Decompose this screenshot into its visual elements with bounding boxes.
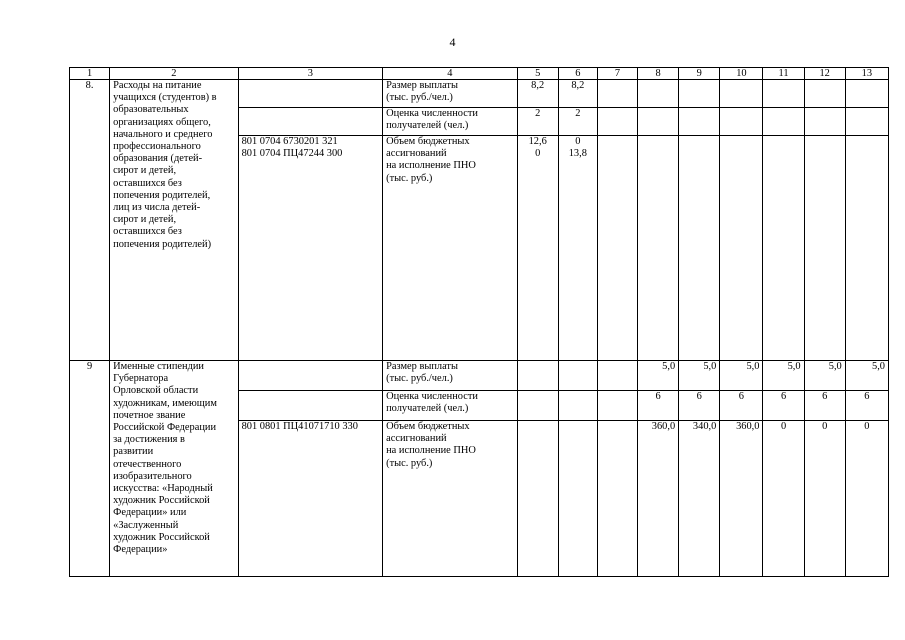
value-cell bbox=[845, 136, 888, 361]
description-line: художник Российской bbox=[113, 495, 210, 507]
value-cell bbox=[558, 136, 597, 361]
row-number: 8. bbox=[70, 80, 110, 361]
value-cell: 5,0 bbox=[763, 361, 804, 391]
value-cell bbox=[597, 361, 637, 391]
value-line: 0 bbox=[535, 148, 541, 160]
indicator-recipients bbox=[383, 108, 517, 136]
value-cell: 5,0 bbox=[679, 361, 720, 391]
value-cell: 6 bbox=[720, 391, 763, 421]
budget-table bbox=[69, 67, 889, 577]
value-cell: 2 bbox=[558, 108, 597, 136]
value-cell: 0 bbox=[763, 421, 804, 577]
indicator-line: получателей (чел.) bbox=[386, 120, 469, 132]
value-cell bbox=[558, 361, 597, 391]
col-header: 2 bbox=[110, 68, 238, 80]
table-row bbox=[70, 80, 889, 108]
value-cell bbox=[679, 108, 720, 136]
indicator-line: Оценка численности bbox=[386, 391, 478, 402]
col-header: 4 bbox=[383, 68, 517, 80]
description-line: лиц из числа детей- bbox=[113, 202, 201, 214]
description-line: Расходы на питание bbox=[113, 80, 202, 91]
indicator-line: ассигнований bbox=[386, 433, 447, 445]
expense-description bbox=[110, 80, 238, 361]
description-line: художник Российской bbox=[113, 531, 210, 543]
description-line: организациях общего, bbox=[113, 116, 211, 128]
value-cell bbox=[804, 80, 845, 108]
value-cell bbox=[638, 80, 679, 108]
col-header: 5 bbox=[517, 68, 558, 80]
value-cell bbox=[517, 421, 558, 577]
value-cell bbox=[763, 80, 804, 108]
value-cell bbox=[763, 108, 804, 136]
description-line: изобразительного bbox=[113, 470, 192, 482]
description-line: образовательных bbox=[113, 104, 189, 116]
description-line: профессионального bbox=[113, 141, 201, 153]
table-row bbox=[70, 361, 889, 391]
budget-code-empty bbox=[238, 361, 383, 391]
value-cell: 0 bbox=[804, 421, 845, 577]
value-cell bbox=[638, 108, 679, 136]
description-line: Российской Федерации bbox=[113, 422, 217, 434]
value-cell bbox=[720, 108, 763, 136]
description-line: сирот и детей, bbox=[113, 214, 177, 226]
description-line: оставшихся без bbox=[113, 226, 182, 238]
indicator-line: (тыс. руб./чел.) bbox=[386, 92, 453, 104]
description-line: Орловской области bbox=[113, 385, 199, 397]
indicator-line: (тыс. руб.) bbox=[386, 172, 433, 184]
indicator-line: Объем бюджетных bbox=[386, 421, 470, 432]
value-cell: 8,2 bbox=[558, 80, 597, 108]
description-line: отечественного bbox=[113, 458, 182, 470]
value-line: 13,8 bbox=[568, 148, 587, 160]
value-cell bbox=[720, 80, 763, 108]
col-header: 13 bbox=[845, 68, 888, 80]
value-cell: 360,0 bbox=[720, 421, 763, 577]
indicator-line: Оценка численности bbox=[386, 108, 478, 119]
value-cell: 2 bbox=[517, 108, 558, 136]
budget-codes bbox=[238, 136, 383, 361]
col-header: 6 bbox=[558, 68, 597, 80]
value-cell bbox=[679, 136, 720, 361]
col-header: 8 bbox=[638, 68, 679, 80]
description-line: развитии bbox=[113, 446, 154, 458]
value-cell bbox=[763, 136, 804, 361]
budget-code-empty bbox=[238, 108, 383, 136]
description-line: оставшихся без bbox=[113, 177, 182, 189]
value-cell bbox=[679, 80, 720, 108]
value-cell bbox=[517, 361, 558, 391]
description-line: учащихся (студентов) в bbox=[113, 92, 217, 104]
indicator-line: (тыс. руб./чел.) bbox=[386, 373, 453, 385]
description-line: образования (детей- bbox=[113, 153, 203, 165]
value-cell: 6 bbox=[804, 391, 845, 421]
col-header: 1 bbox=[70, 68, 110, 80]
column-number-row bbox=[70, 68, 889, 80]
value-cell bbox=[804, 136, 845, 361]
col-header: 3 bbox=[238, 68, 383, 80]
col-header: 12 bbox=[804, 68, 845, 80]
value-cell: 340,0 bbox=[679, 421, 720, 577]
value-cell bbox=[638, 136, 679, 361]
value-cell bbox=[597, 391, 637, 421]
value-cell: 5,0 bbox=[845, 361, 888, 391]
budget-code-empty bbox=[238, 391, 383, 421]
value-cell bbox=[558, 391, 597, 421]
value-cell bbox=[597, 80, 637, 108]
indicator-budget-allocations bbox=[383, 421, 517, 577]
indicator-line: Размер выплаты bbox=[386, 80, 458, 91]
indicator-line: ассигнований bbox=[386, 148, 447, 160]
indicator-line: получателей (чел.) bbox=[386, 403, 469, 415]
budget-codes bbox=[238, 421, 383, 577]
indicator-line: (тыс. руб.) bbox=[386, 457, 433, 469]
value-cell: 5,0 bbox=[720, 361, 763, 391]
description-line: Именные стипендии bbox=[113, 361, 204, 372]
value-cell: 6 bbox=[638, 391, 679, 421]
indicator-line: на исполнение ПНО bbox=[386, 160, 476, 172]
description-line: сирот и детей, bbox=[113, 165, 177, 177]
budget-code: 801 0801 ПЦ41071710 330 bbox=[241, 421, 358, 432]
value-cell: 5,0 bbox=[638, 361, 679, 391]
description-line: попечения родителей, bbox=[113, 189, 211, 201]
budget-code: 801 0704 ПЦ47244 300 bbox=[241, 148, 343, 160]
value-cell: 6 bbox=[763, 391, 804, 421]
value-cell bbox=[720, 136, 763, 361]
col-header: 7 bbox=[597, 68, 637, 80]
value-cell bbox=[597, 108, 637, 136]
description-line: Губернатора bbox=[113, 373, 169, 385]
indicator-line: Объем бюджетных bbox=[386, 136, 470, 147]
value-cell bbox=[845, 80, 888, 108]
value-cell: 5,0 bbox=[804, 361, 845, 391]
description-line: «Заслуженный bbox=[113, 519, 179, 531]
indicator-payment-size bbox=[383, 80, 517, 108]
description-line: начального и среднего bbox=[113, 128, 213, 140]
indicator-budget-allocations bbox=[383, 136, 517, 361]
value-line: 12,6 bbox=[528, 136, 547, 147]
value-line: 0 bbox=[575, 136, 581, 147]
value-cell: 6 bbox=[679, 391, 720, 421]
col-header: 10 bbox=[720, 68, 763, 80]
col-header: 11 bbox=[763, 68, 804, 80]
expense-description bbox=[110, 361, 238, 577]
description-line: Федерации» или bbox=[113, 507, 187, 519]
budget-code: 801 0704 6730201 321 bbox=[241, 136, 338, 147]
budget-code-empty bbox=[238, 80, 383, 108]
indicator-line: на исполнение ПНО bbox=[386, 445, 476, 457]
description-line: искусства: «Народный bbox=[113, 483, 213, 495]
value-cell bbox=[804, 108, 845, 136]
description-line: Федерации» bbox=[113, 544, 168, 556]
value-cell: 360,0 bbox=[638, 421, 679, 577]
col-header: 9 bbox=[679, 68, 720, 80]
description-line: за достижения в bbox=[113, 434, 185, 446]
value-cell: 8,2 bbox=[517, 80, 558, 108]
indicator-payment-size bbox=[383, 361, 517, 391]
value-cell bbox=[845, 108, 888, 136]
value-cell: 0 bbox=[845, 421, 888, 577]
description-line: почетное звание bbox=[113, 409, 186, 421]
description-line: попечения родителей) bbox=[113, 238, 212, 250]
indicator-line: Размер выплаты bbox=[386, 361, 458, 372]
value-cell: 6 bbox=[845, 391, 888, 421]
value-cell bbox=[517, 391, 558, 421]
row-number: 9 bbox=[70, 361, 110, 577]
page-number: 4 bbox=[449, 35, 456, 49]
description-line: художникам, имеющим bbox=[113, 397, 217, 409]
value-cell bbox=[597, 136, 637, 361]
value-cell bbox=[558, 421, 597, 577]
indicator-recipients bbox=[383, 391, 517, 421]
value-cell bbox=[597, 421, 637, 577]
value-cell bbox=[517, 136, 558, 361]
